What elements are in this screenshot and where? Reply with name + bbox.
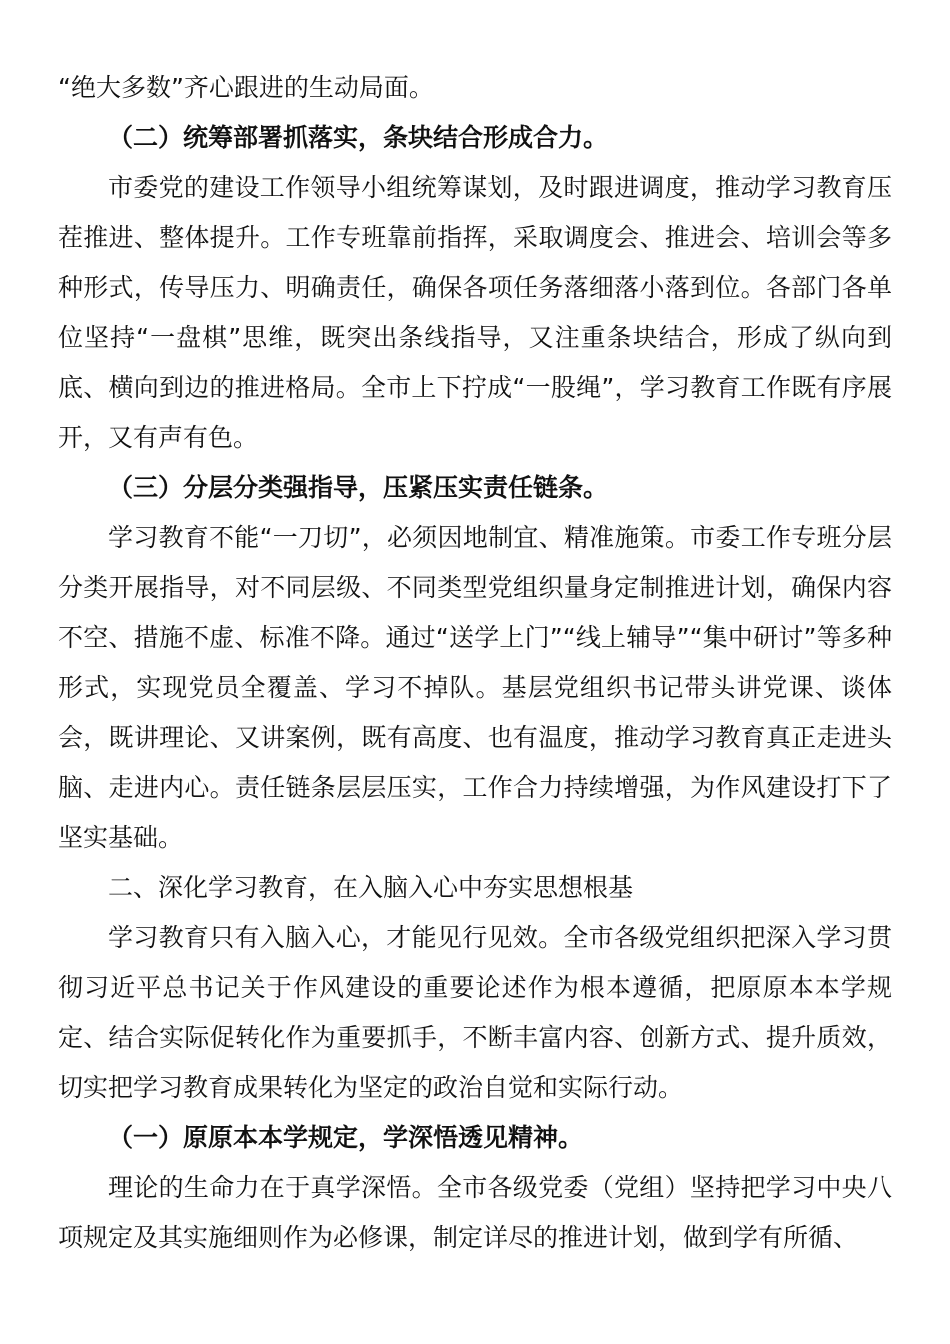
document-body	[58, 63, 892, 1263]
subheading-one: （一）原原本本学规定，学深悟透见精神。	[108, 1123, 584, 1152]
section-title-two: 二、深化学习教育，在入脑入心中夯实思想根基	[108, 873, 634, 902]
paragraph-guidance: 学习教育不能“一刀切”，必须因地制宜、精准施策。市委工作专班分层分类开展指导，对不同层级、不同类型党组织量身定制推进计划，确保内容不空、措施不虚、标准不降。通过“送学上门”“线上辅导”“集中研讨”等多种形式，实现党员全覆盖、学习不掉队。基层党组织书记带头讲党课、谈体会，既讲理论、又讲案例，既有高度、也有温度，推动学习教育真正走进头脑、走进内心。责任链条层层压实，工作合力持续增强，为作风建设打下了坚实基础。	[58, 523, 892, 852]
paragraph-deepen-study: 学习教育只有入脑入心，才能见行见效。全市各级党组织把深入学习贯彻习近平总书记关于作风建设的重要论述作为根本遵循，把原原本本学规定、结合实际促转化作为重要抓手，不断丰富内容、创新方式、提升质效，切实把学习教育成果转化为坚定的政治自觉和实际行动。	[58, 923, 892, 1102]
paragraph-theory: 理论的生命力在于真学深悟。全市各级党委（党组）坚持把学习中央八项规定及其实施细则作为必修课，制定详尽的推进计划，做到学有所循、	[58, 1173, 892, 1252]
subheading-two: （二）统筹部署抓落实，条块结合形成合力。	[108, 123, 609, 152]
paragraph-coordination: 市委党的建设工作领导小组统筹谋划，及时跟进调度，推动学习教育压茬推进、整体提升。工作专班靠前指挥，采取调度会、推进会、培训会等多种形式，传导压力、明确责任，确保各项任务落细落小落到位。各部门各单位坚持“一盘棋”思维，既突出条线指导，又注重条块结合，形成了纵向到底、横向到边的推进格局。全市上下拧成“一股绳”，学习教育工作既有序展开，又有声有色。	[58, 173, 892, 452]
subheading-three: （三）分层分类强指导，压紧压实责任链条。	[108, 473, 609, 502]
paragraph-continuation: “绝大多数”齐心跟进的生动局面。	[58, 73, 434, 102]
